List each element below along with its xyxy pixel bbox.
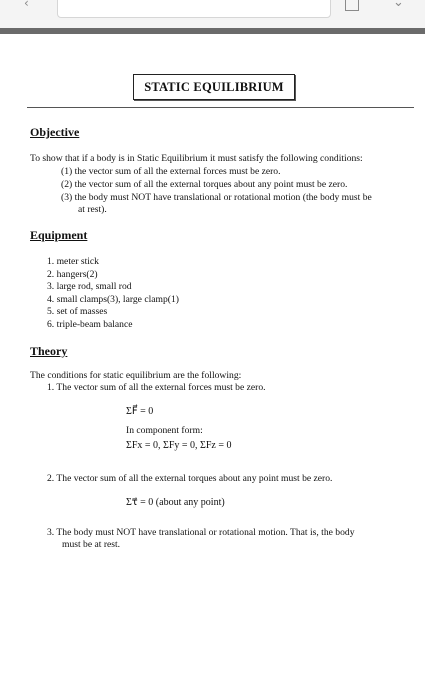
objective-intro: To show that if a body is in Static Equilibrium it must satisfy the following conditions:	[30, 153, 363, 164]
torque-sum-equation: Στ⃗ = 0 (about any point)	[126, 497, 225, 508]
page-title: STATIC EQUILIBRIUM	[133, 74, 295, 100]
force-sum-equation: ΣF⃗ = 0	[126, 406, 154, 417]
equipment-item: 3. large rod, small rod	[47, 281, 132, 292]
document-page	[0, 34, 425, 700]
chevron-down-icon[interactable]: ⌄	[393, 0, 404, 10]
theory-item-1: 1. The vector sum of all the external forces must be zero.	[47, 382, 266, 393]
objective-condition-1: (1) the vector sum of all the external forces must be zero.	[61, 166, 281, 177]
theory-item-3: 3. The body must NOT have translational or rotational motion. That is, the body	[47, 527, 355, 538]
equipment-item: 4. small clamps(3), large clamp(1)	[47, 294, 179, 305]
equipment-item: 5. set of masses	[47, 306, 108, 317]
theory-heading: Theory	[30, 344, 68, 358]
component-form-label: In component form:	[126, 425, 203, 436]
theory-intro: The conditions for static equilibrium are the following:	[30, 370, 242, 381]
component-equations: ΣFx = 0, ΣFy = 0, ΣFz = 0	[126, 440, 232, 451]
equipment-item: 6. triple-beam balance	[47, 319, 133, 330]
tabs-icon[interactable]	[345, 0, 359, 11]
equipment-item: 2. hangers(2)	[47, 269, 98, 280]
back-arrow-icon[interactable]: ‹	[24, 0, 29, 10]
objective-condition-3: (3) the body must NOT have translational or rotational motion (the body must be	[61, 192, 372, 203]
objective-condition-3-cont: at rest).	[78, 204, 107, 215]
theory-item-3-cont: must be at rest.	[62, 539, 121, 550]
address-bar[interactable]	[57, 0, 331, 18]
objective-heading: Objective	[30, 125, 80, 139]
objective-condition-2: (2) the vector sum of all the external torques about any point must be zero.	[61, 179, 348, 190]
browser-toolbar	[0, 0, 425, 28]
equipment-item: 1. meter stick	[47, 256, 99, 267]
theory-item-2: 2. The vector sum of all the external torques about any point must be zero.	[47, 473, 333, 484]
equipment-heading: Equipment	[30, 228, 88, 242]
divider	[27, 107, 414, 108]
